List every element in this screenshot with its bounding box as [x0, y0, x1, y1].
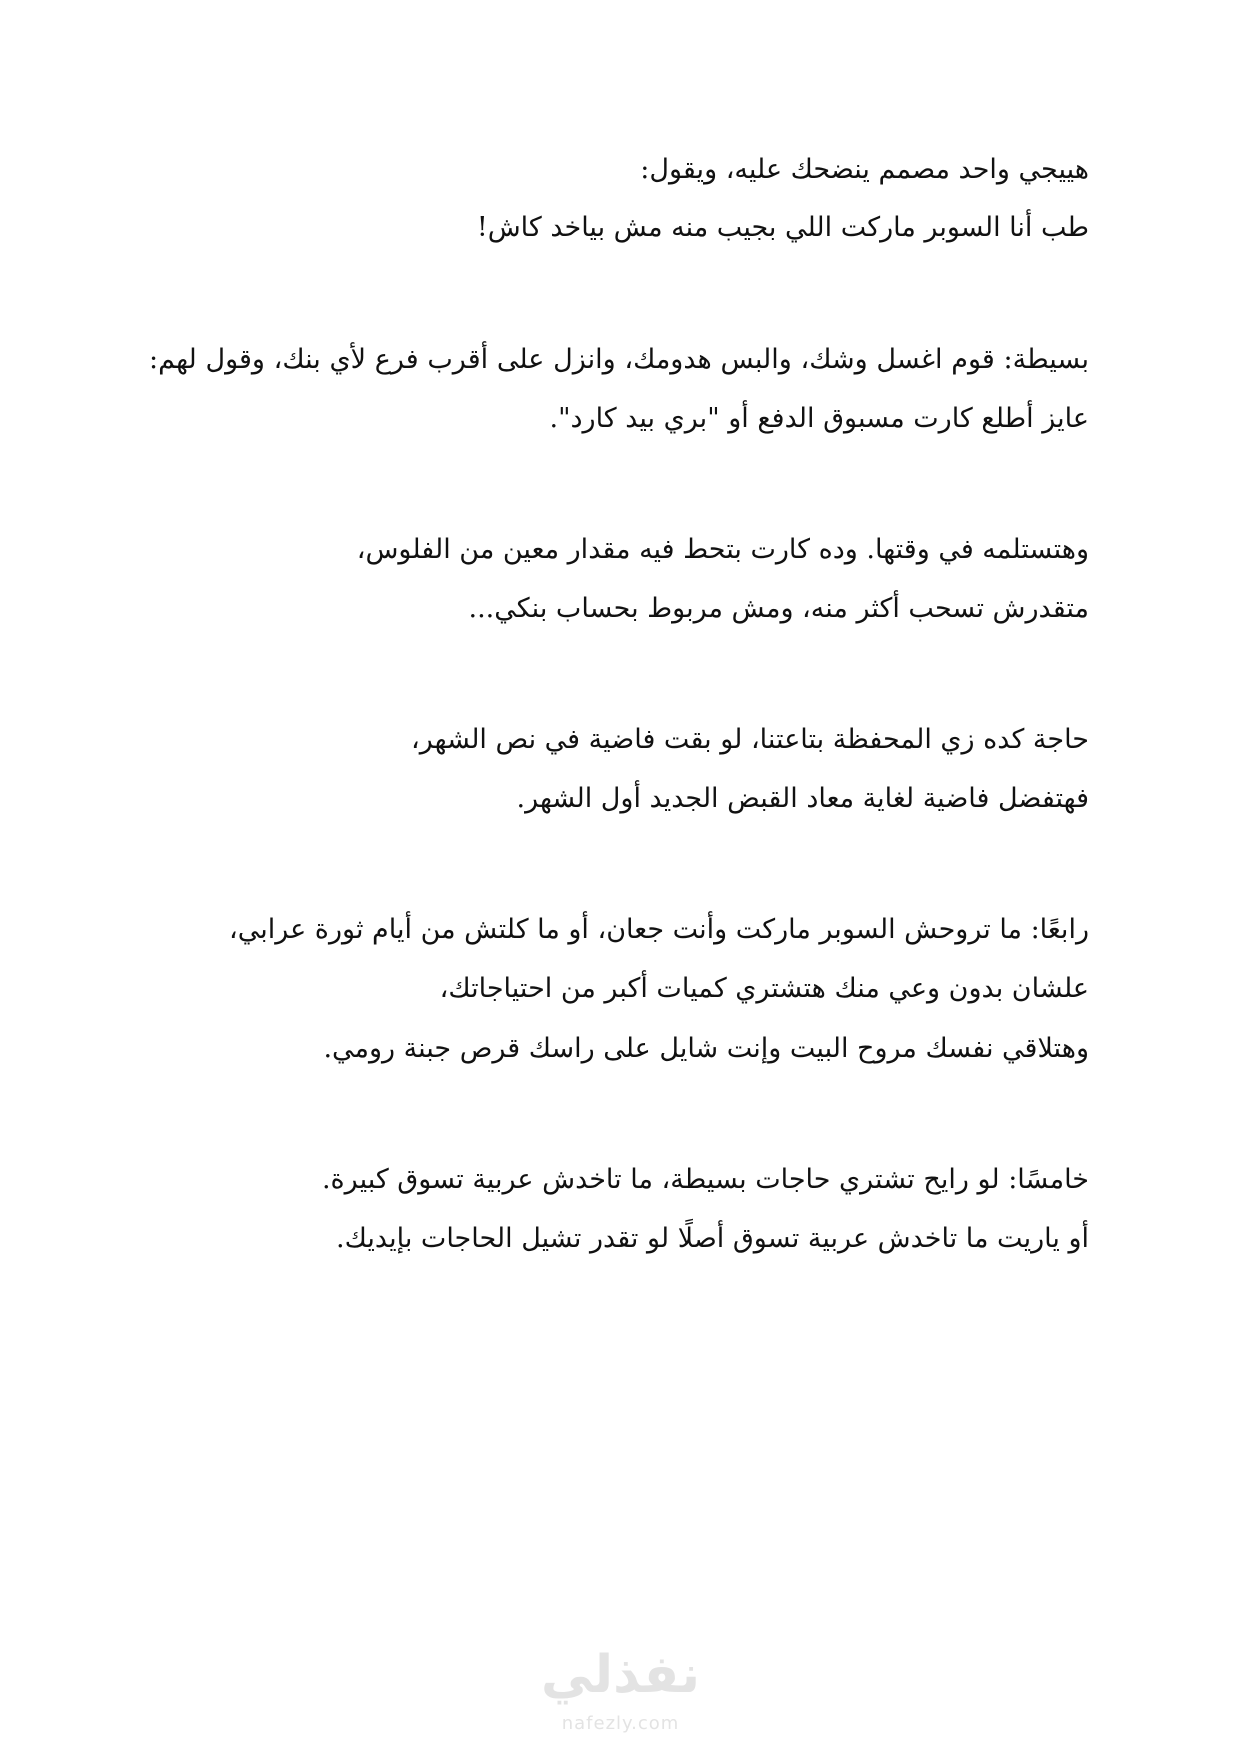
watermark-domain: nafezly.com [561, 1713, 680, 1734]
text-line-4: عايز أطلع كارت مسبوق الدفع أو "بري بيد كارد". [549, 403, 1089, 434]
text-line-11: وهتلاقي نفسك مروح البيت وإنت شايل على راسك قرص جبنة رومي. [323, 1033, 1089, 1064]
text-line-13: أو ياريت ما تاخدش عربية تسوق أصلًا لو تقدر تشيل الحاجات بإيديك. [336, 1223, 1089, 1254]
text-line-8: فهتفضل فاضية لغاية معاد القبض الجديد أول الشهر. [516, 783, 1089, 814]
text-line-9: رابعًا: ما تروحش السوبر ماركت وأنت جعان، أو ما كلتش من أيام ثورة عرابي، [228, 914, 1089, 945]
text-line-5: وهتستلمه في وقتها. وده كارت بتحط فيه مقدار معين من الفلوس، [356, 534, 1089, 565]
text-line-6: متقدرش تسحب أكثر منه، ومش مربوط بحساب بنكي... [468, 593, 1089, 624]
text-line-3: بسيطة: قوم اغسل وشك، والبس هدومك، وانزل على أقرب فرع لأي بنك، وقول لهم: [149, 344, 1089, 375]
text-line-2: طب أنا السوبر ماركت اللي بجيب منه مش بياخد كاش! [476, 212, 1089, 243]
watermark-logo: نفذلي [540, 1645, 701, 1705]
text-line-10: علشان بدون وعي منك هتشتري كميات أكبر من احتياجاتك، [439, 973, 1089, 1004]
text-line-1: هييجي واحد مصمم ينضحك عليه، ويقول: [640, 154, 1089, 185]
text-line-7: حاجة كده زي المحفظة بتاعتنا، لو بقت فاضية في نص الشهر، [411, 724, 1089, 755]
text-line-12: خامسًا: لو رايح تشتري حاجات بسيطة، ما تاخدش عربية تسوق كبيرة. [321, 1164, 1089, 1195]
